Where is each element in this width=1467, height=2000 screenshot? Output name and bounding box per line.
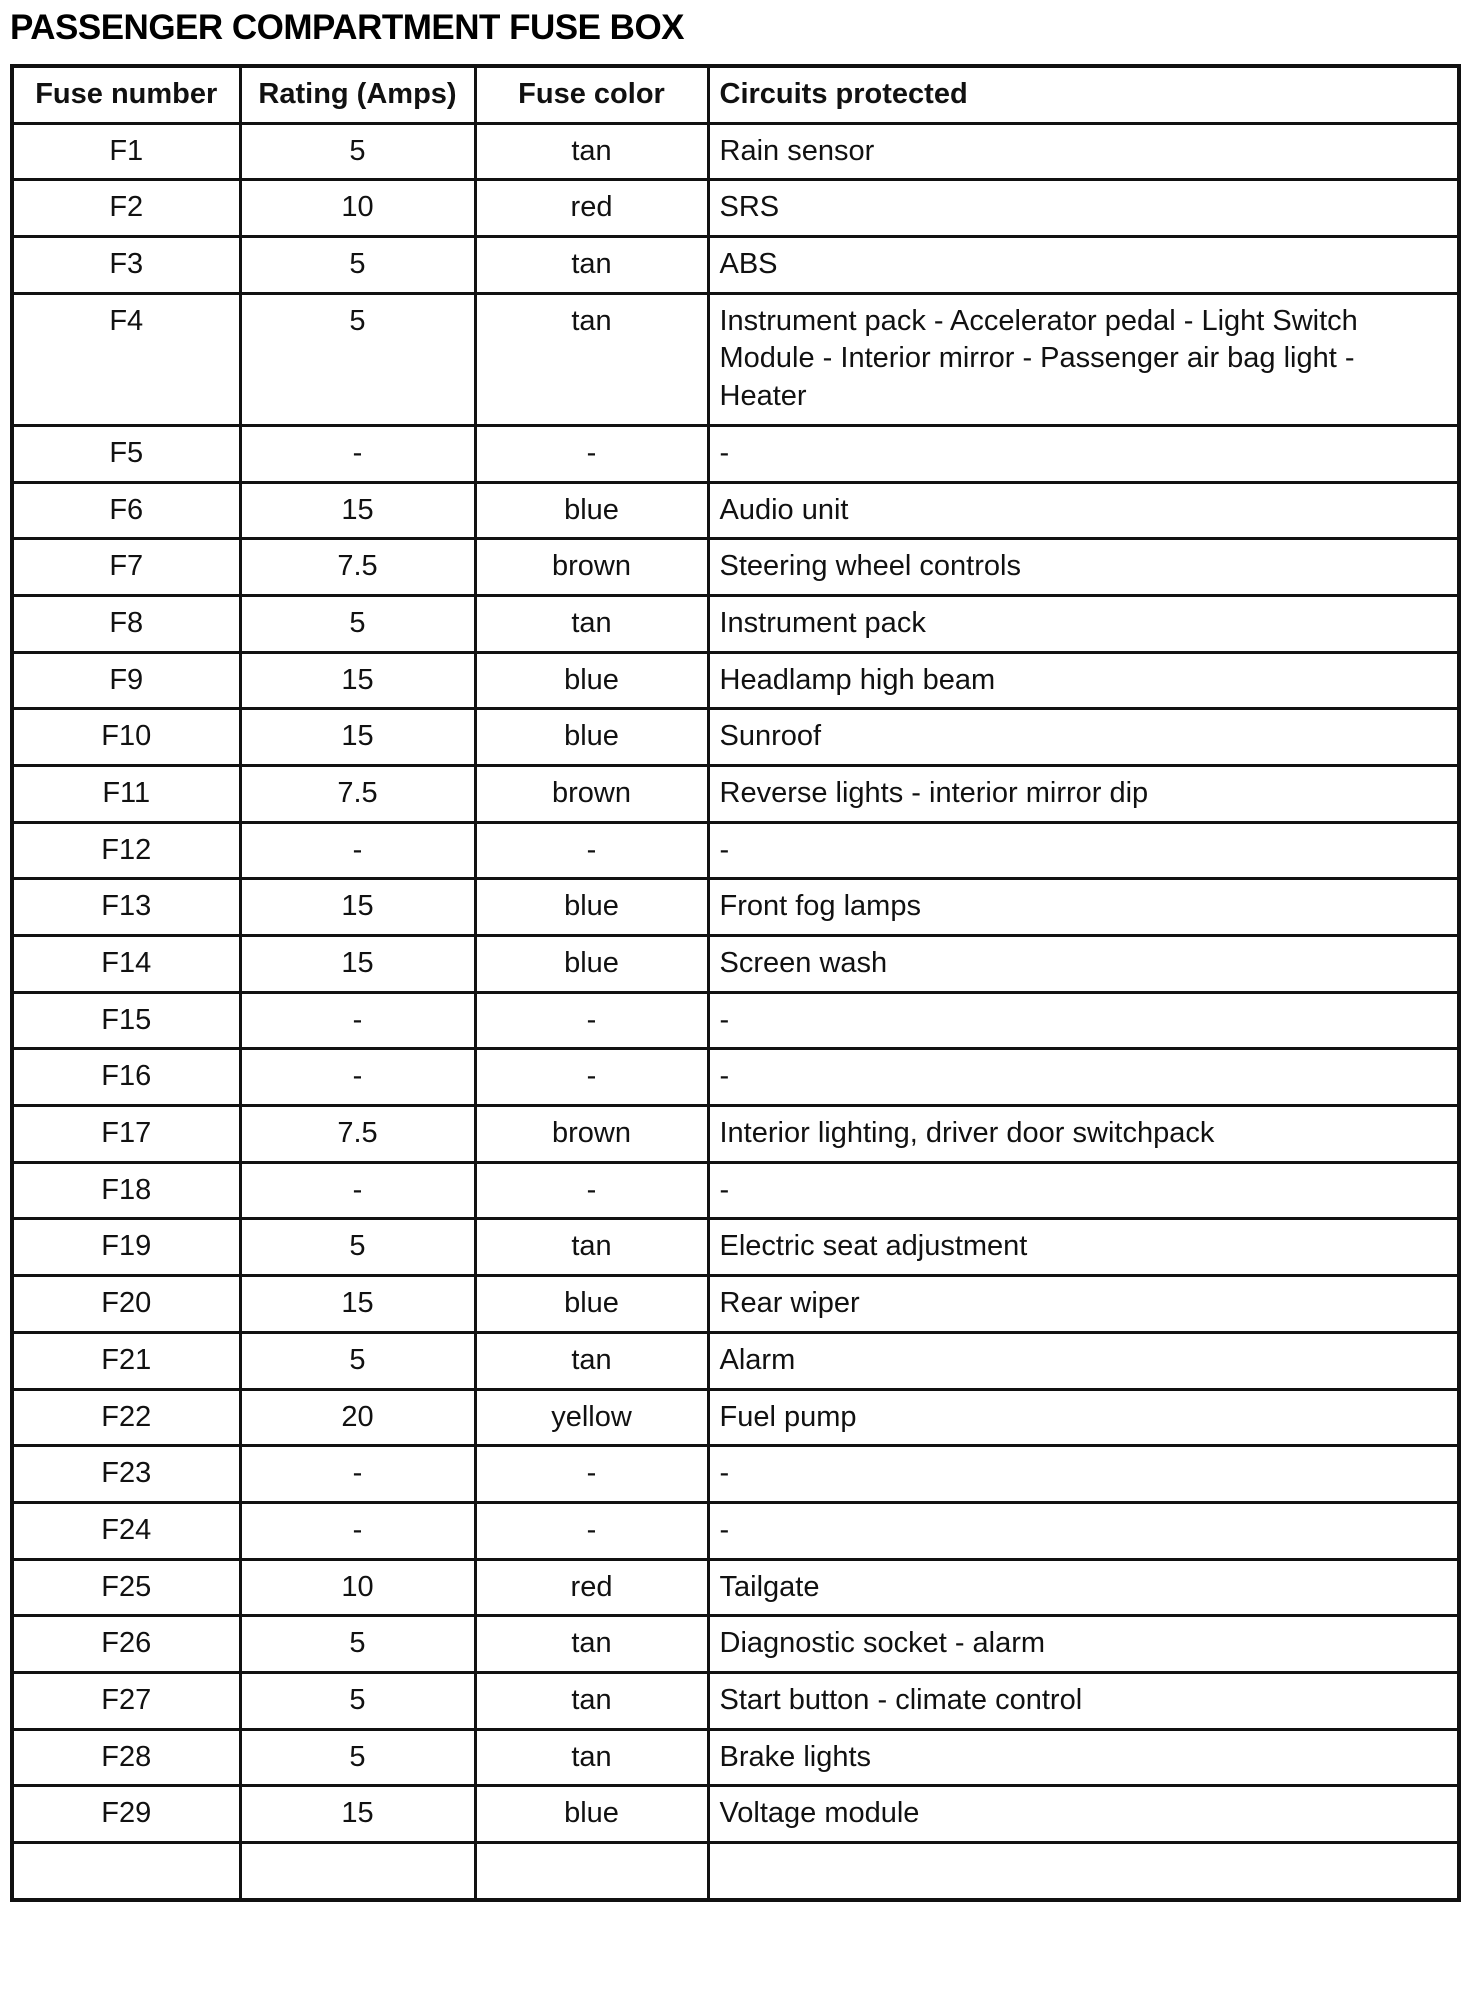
circuits-cell: ABS — [708, 237, 1459, 294]
rating-cell: - — [240, 1446, 475, 1503]
rating-cell: 5 — [240, 595, 475, 652]
fuse-number-cell: F10 — [12, 709, 240, 766]
rating-cell: 15 — [240, 1786, 475, 1843]
rating-cell: 5 — [240, 293, 475, 425]
circuits-cell: Electric seat adjustment — [708, 1219, 1459, 1276]
fuse-color-cell: tan — [475, 1219, 708, 1276]
fuse-color-cell: brown — [475, 1106, 708, 1163]
circuits-cell: Front fog lamps — [708, 879, 1459, 936]
fuse-color-cell: tan — [475, 123, 708, 180]
circuits-cell: - — [708, 1502, 1459, 1559]
rating-cell: - — [240, 822, 475, 879]
circuits-cell: Sunroof — [708, 709, 1459, 766]
table-row — [12, 1672, 1459, 1729]
table-row — [12, 1219, 1459, 1276]
table-row — [12, 1729, 1459, 1786]
rating-cell: 5 — [240, 1332, 475, 1389]
fuse-number-cell: F29 — [12, 1786, 240, 1843]
fuse-color-cell: red — [475, 1559, 708, 1616]
circuits-cell: Alarm — [708, 1332, 1459, 1389]
fuse-number-cell: F4 — [12, 293, 240, 425]
table-row — [12, 1106, 1459, 1163]
fuse-color-cell: tan — [475, 1332, 708, 1389]
circuits-cell: - — [708, 1049, 1459, 1106]
fuse-number-cell: F8 — [12, 595, 240, 652]
rating-cell: - — [240, 1502, 475, 1559]
rating-cell: - — [240, 1049, 475, 1106]
fuse-number-cell: F21 — [12, 1332, 240, 1389]
fuse-number-cell: F2 — [12, 180, 240, 237]
fuse-color-cell: - — [475, 425, 708, 482]
fuse-color-cell: brown — [475, 765, 708, 822]
fuse-number-cell: F7 — [12, 539, 240, 596]
circuits-cell: Start button - climate control — [708, 1672, 1459, 1729]
fuse-color-cell: red — [475, 180, 708, 237]
circuits-cell — [708, 1843, 1459, 1900]
fuse-color-cell: blue — [475, 709, 708, 766]
table-body — [12, 123, 1459, 1900]
circuits-cell: Tailgate — [708, 1559, 1459, 1616]
rating-cell: 15 — [240, 482, 475, 539]
table-header-row — [12, 66, 1459, 123]
table-row — [12, 482, 1459, 539]
fuse-number-cell: F14 — [12, 936, 240, 993]
table-row — [12, 1446, 1459, 1503]
table-row — [12, 1786, 1459, 1843]
fuse-color-cell — [475, 1843, 708, 1900]
rating-cell: 5 — [240, 1672, 475, 1729]
fuse-color-cell: - — [475, 1049, 708, 1106]
fuse-number-cell: F12 — [12, 822, 240, 879]
fuse-number-cell: F19 — [12, 1219, 240, 1276]
table-row — [12, 1502, 1459, 1559]
fuse-color-cell: yellow — [475, 1389, 708, 1446]
table-row — [12, 425, 1459, 482]
rating-cell: - — [240, 992, 475, 1049]
table-row — [12, 936, 1459, 993]
circuits-cell: Rear wiper — [708, 1276, 1459, 1333]
circuits-cell: Voltage module — [708, 1786, 1459, 1843]
fuse-number-cell: F20 — [12, 1276, 240, 1333]
fuse-color-cell: tan — [475, 1672, 708, 1729]
table-row — [12, 652, 1459, 709]
fuse-number-cell: F5 — [12, 425, 240, 482]
table-row — [12, 992, 1459, 1049]
fuse-number-cell: F9 — [12, 652, 240, 709]
circuits-cell: Interior lighting, driver door switchpack — [708, 1106, 1459, 1163]
fuse-color-cell: - — [475, 1162, 708, 1219]
column-header-circuits: Circuits protected — [708, 66, 1459, 123]
fuse-number-cell: F6 — [12, 482, 240, 539]
rating-cell: - — [240, 1162, 475, 1219]
rating-cell: 10 — [240, 180, 475, 237]
fuse-number-cell: F15 — [12, 992, 240, 1049]
circuits-cell: - — [708, 425, 1459, 482]
rating-cell: 5 — [240, 123, 475, 180]
table-row — [12, 123, 1459, 180]
fuse-color-cell: - — [475, 822, 708, 879]
circuits-cell: Headlamp high beam — [708, 652, 1459, 709]
fuse-number-cell: F1 — [12, 123, 240, 180]
fuse-color-cell: tan — [475, 595, 708, 652]
fuse-number-cell: F23 — [12, 1446, 240, 1503]
rating-cell: 5 — [240, 1729, 475, 1786]
page-title: PASSENGER COMPARTMENT FUSE BOX — [10, 8, 685, 47]
rating-cell: 7.5 — [240, 539, 475, 596]
table-row — [12, 1049, 1459, 1106]
fuse-number-cell: F22 — [12, 1389, 240, 1446]
fuse-color-cell: - — [475, 992, 708, 1049]
fuse-color-cell: tan — [475, 237, 708, 294]
circuits-cell: Steering wheel controls — [708, 539, 1459, 596]
table-row — [12, 709, 1459, 766]
column-header-rating: Rating (Amps) — [240, 66, 475, 123]
fuse-number-cell: F18 — [12, 1162, 240, 1219]
rating-cell: 15 — [240, 652, 475, 709]
fuse-color-cell: tan — [475, 293, 708, 425]
circuits-cell: SRS — [708, 180, 1459, 237]
rating-cell: - — [240, 425, 475, 482]
table-row — [12, 539, 1459, 596]
circuits-cell: Rain sensor — [708, 123, 1459, 180]
table-row — [12, 765, 1459, 822]
table-row — [12, 1332, 1459, 1389]
table-row — [12, 180, 1459, 237]
fuse-number-cell: F27 — [12, 1672, 240, 1729]
table-row — [12, 1276, 1459, 1333]
fuse-color-cell: blue — [475, 879, 708, 936]
rating-cell: 7.5 — [240, 1106, 475, 1163]
table-row — [12, 1162, 1459, 1219]
fuse-color-cell: blue — [475, 482, 708, 539]
rating-cell — [240, 1843, 475, 1900]
rating-cell: 5 — [240, 1219, 475, 1276]
table-row — [12, 293, 1459, 425]
rating-cell: 15 — [240, 709, 475, 766]
rating-cell: 15 — [240, 936, 475, 993]
fuse-number-cell: F11 — [12, 765, 240, 822]
circuits-cell: - — [708, 992, 1459, 1049]
fuse-color-cell: blue — [475, 652, 708, 709]
rating-cell: 15 — [240, 879, 475, 936]
rating-cell: 5 — [240, 237, 475, 294]
column-header-fuse-number: Fuse number — [12, 66, 240, 123]
circuits-cell: Brake lights — [708, 1729, 1459, 1786]
circuits-cell: Fuel pump — [708, 1389, 1459, 1446]
rating-cell: 20 — [240, 1389, 475, 1446]
circuits-cell: - — [708, 1446, 1459, 1503]
fuse-number-cell: F16 — [12, 1049, 240, 1106]
fuse-number-cell: F28 — [12, 1729, 240, 1786]
circuits-cell: Instrument pack - Accelerator pedal - Light Switch Module - Interior mirror - Passenger air bag light - Heater — [708, 293, 1459, 425]
table-row — [12, 1559, 1459, 1616]
fuse-number-cell: F3 — [12, 237, 240, 294]
fuse-number-cell: F17 — [12, 1106, 240, 1163]
fuse-color-cell: - — [475, 1446, 708, 1503]
fuse-color-cell: blue — [475, 936, 708, 993]
fuse-color-cell: tan — [475, 1616, 708, 1673]
circuits-cell: Diagnostic socket - alarm — [708, 1616, 1459, 1673]
fuse-color-cell: - — [475, 1502, 708, 1559]
partial-row — [12, 1843, 1459, 1900]
fuse-number-cell: F13 — [12, 879, 240, 936]
circuits-cell: - — [708, 822, 1459, 879]
table-row — [12, 595, 1459, 652]
rating-cell: 10 — [240, 1559, 475, 1616]
circuits-cell: Screen wash — [708, 936, 1459, 993]
rating-cell: 7.5 — [240, 765, 475, 822]
table-row — [12, 1389, 1459, 1446]
fuse-number-cell: F25 — [12, 1559, 240, 1616]
fuse-number-cell: F24 — [12, 1502, 240, 1559]
fuse-table — [10, 64, 1461, 1902]
circuits-cell: Reverse lights - interior mirror dip — [708, 765, 1459, 822]
fuse-color-cell: blue — [475, 1276, 708, 1333]
fuse-color-cell: brown — [475, 539, 708, 596]
circuits-cell: Instrument pack — [708, 595, 1459, 652]
fuse-number-cell: F26 — [12, 1616, 240, 1673]
table-row — [12, 879, 1459, 936]
column-header-fuse-color: Fuse color — [475, 66, 708, 123]
circuits-cell: - — [708, 1162, 1459, 1219]
rating-cell: 15 — [240, 1276, 475, 1333]
table-row — [12, 822, 1459, 879]
table-row — [12, 1616, 1459, 1673]
circuits-cell: Audio unit — [708, 482, 1459, 539]
fuse-color-cell: tan — [475, 1729, 708, 1786]
table-row — [12, 237, 1459, 294]
fuse-number-cell — [12, 1843, 240, 1900]
fuse-color-cell: blue — [475, 1786, 708, 1843]
rating-cell: 5 — [240, 1616, 475, 1673]
